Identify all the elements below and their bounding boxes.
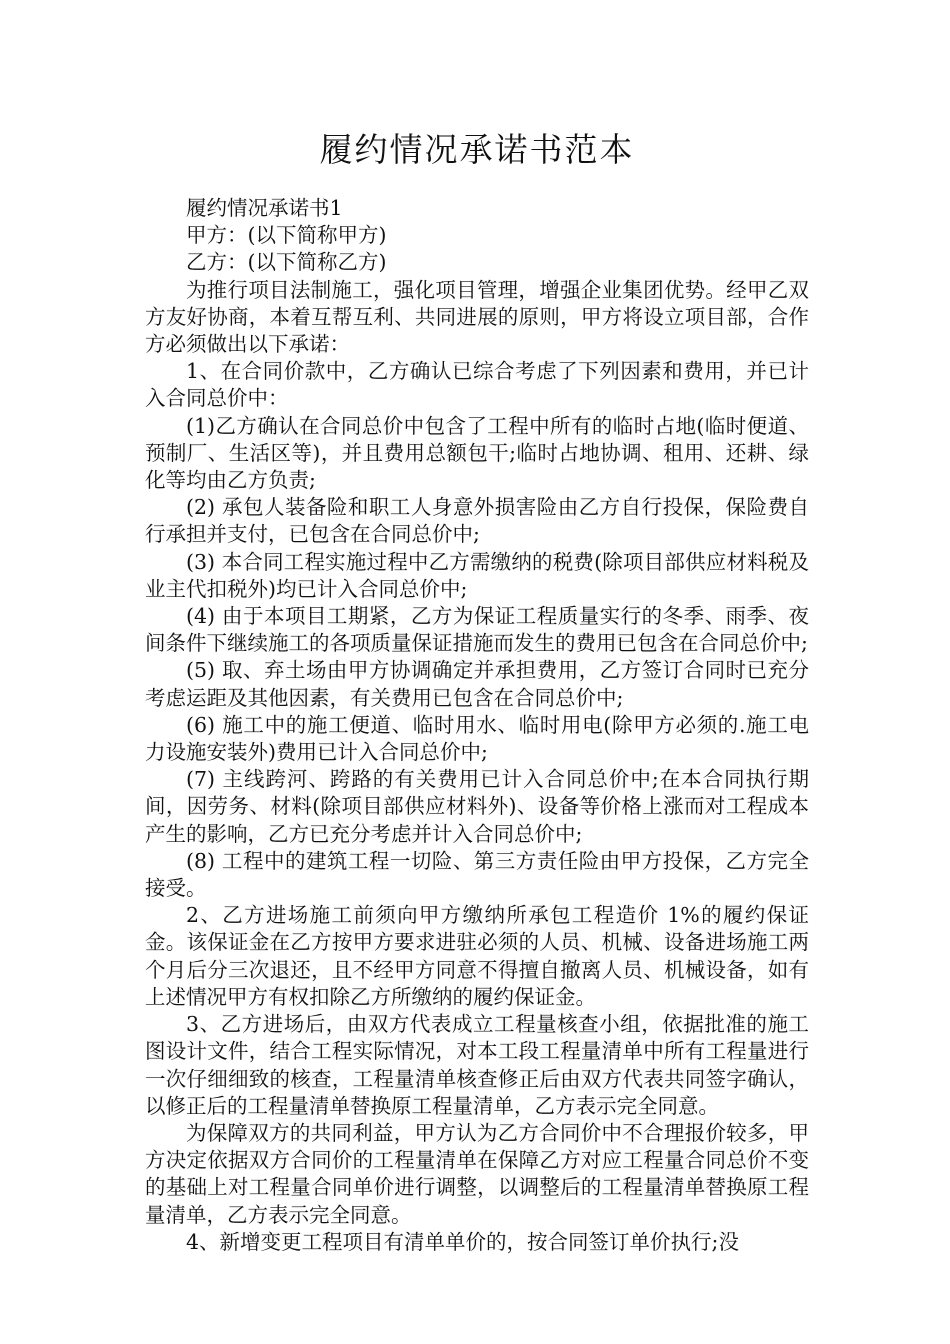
document-body bbox=[145, 195, 809, 1256]
paragraph: (8) 工程中的建筑工程一切险、第三方责任险由甲方投保，乙方完全接受。 bbox=[145, 848, 809, 901]
paragraph: (4) 由于本项目工期紧，乙方为保证工程质量实行的冬季、雨季、夜间条件下继续施工的各项质量保证措施而发生的费用已包含在合同总价中; bbox=[145, 604, 809, 656]
paragraph-party-a: 甲方：(以下简称甲方) bbox=[186, 223, 387, 248]
paragraph: 3、乙方进场后，由双方代表成立工程量核查小组，依据批准的施工图设计文件，结合工程实际情况，对本工段工程量清单中所有工程量进行一次仔细细致的核查，工程量清单核查修正后由双方代表共同签字确认，以修正后的工程量清单替换原工程量清单，乙方表示完全同意。 bbox=[145, 1012, 809, 1118]
paragraph: (2) 承包人装备险和职工人身意外损害险由乙方自行投保，保险费自行承担并支付，已包含在合同总价中; bbox=[145, 495, 809, 547]
paragraph: (3) 本合同工程实施过程中乙方需缴纳的税费(除项目部供应材料税及业主代扣税外)均已计入合同总价中; bbox=[145, 549, 809, 601]
paragraph: 4、新增变更工程项目有清单单价的，按合同签订单价执行;没 bbox=[186, 1229, 739, 1254]
paragraph-party-b: 乙方：(以下简称乙方) bbox=[186, 250, 387, 275]
paragraph-subtitle: 履约情况承诺书1 bbox=[186, 196, 343, 220]
paragraph: (5) 取、弃土场由甲方协调确定并承担费用，乙方签订合同时已充分考虑运距及其他因素，有关费用已包含在合同总价中; bbox=[145, 658, 809, 710]
paragraph: 为推行项目法制施工，强化项目管理，增强企业集团优势。经甲乙双方友好协商，本着互帮互利、共同进展的原则，甲方将设立项目部，合作方必须做出以下承诺： bbox=[145, 277, 809, 357]
paragraph: (1)乙方确认在合同总价中包含了工程中所有的临时占地(临时便道、预制厂、生活区等)，并且费用总额包干;临时占地协调、租用、还耕、绿化等均由乙方负责; bbox=[145, 413, 809, 493]
paragraph: 2、乙方进场施工前须向甲方缴纳所承包工程造价 1%的履约保证金。该保证金在乙方按甲方要求进驻必须的人员、机械、设备进场施工两个月后分三次退还，且不经甲方同意不得擅自撤离人员、机械设备，如有上述情况甲方有权扣除乙方所缴纳的履约保证金。 bbox=[145, 903, 809, 1009]
paragraph: (6) 施工中的施工便道、临时用水、临时用电(除甲方必须的.施工电力设施安装外)费用已计入合同总价中; bbox=[145, 712, 809, 765]
document-title: 履约情况承诺书范本 bbox=[319, 130, 635, 169]
paragraph: (7) 主线跨河、跨路的有关费用已计入合同总价中;在本合同执行期间，因劳务、材料(除项目部供应材料外)、设备等价格上涨而对工程成本产生的影响，乙方已充分考虑并计入合同总价中; bbox=[145, 767, 809, 846]
paragraph: 为保障双方的共同利益，甲方认为乙方合同价中不合理报价较多，甲方决定依据双方合同价的工程量清单在保障乙方对应工程量合同总价不变的基础上对工程量合同单价进行调整，以调整后的工程量清单替换原工程量清单，乙方表示完全同意。 bbox=[145, 1120, 809, 1227]
document-page bbox=[145, 0, 809, 1256]
paragraph: 1、在合同价款中，乙方确认已综合考虑了下列因素和费用，并已计入合同总价中： bbox=[145, 359, 809, 411]
